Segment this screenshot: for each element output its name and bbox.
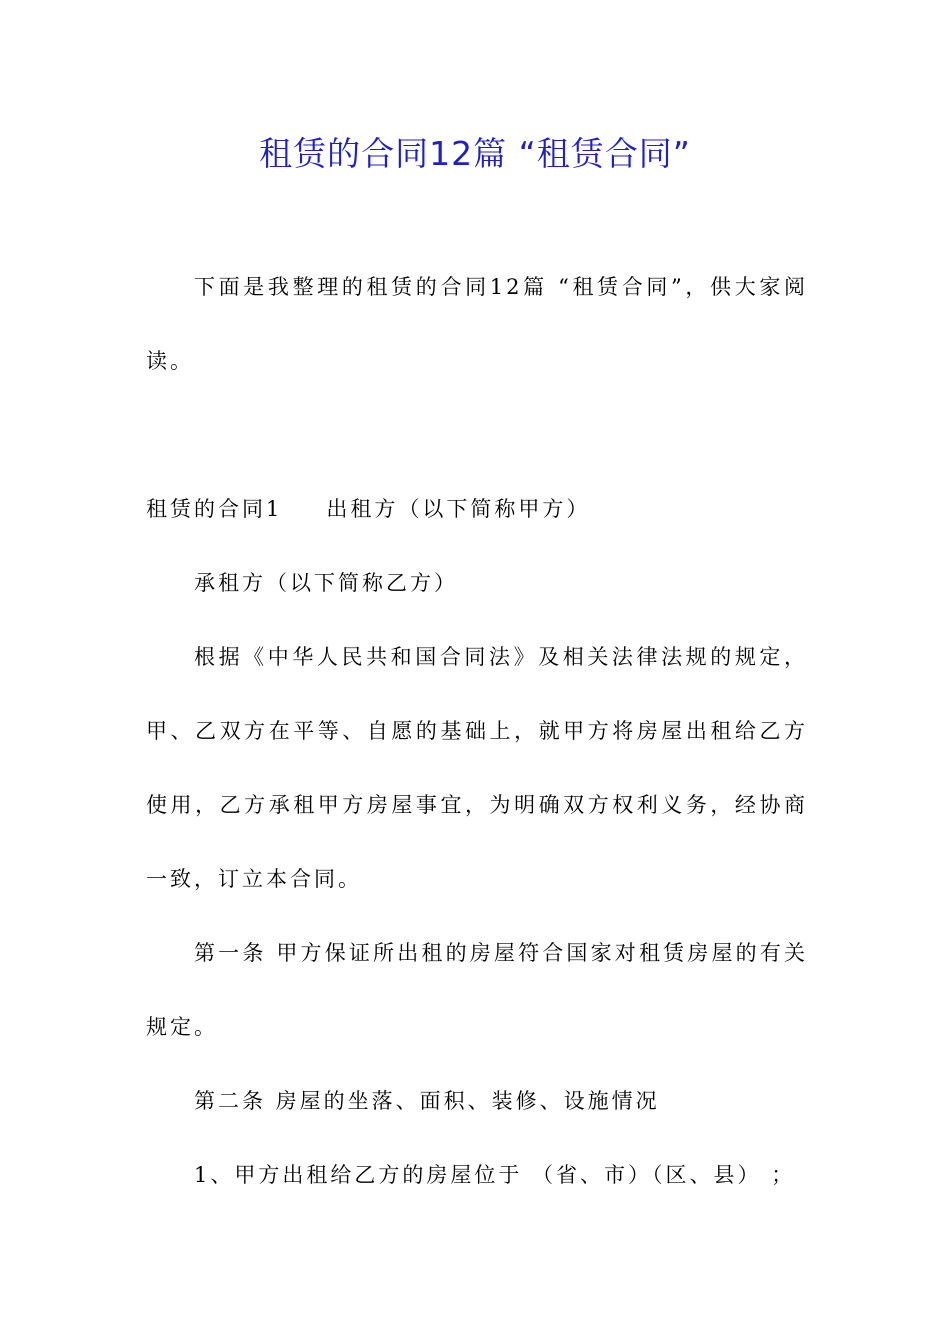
body-paragraph: 第二条 房屋的坐落、面积、装修、设施情况 <box>194 1089 660 1113</box>
paragraph-spacer <box>146 398 808 472</box>
section-label: 租赁的合同1 <box>146 497 283 521</box>
body-paragraph: 第一条 甲方保证所出租的房屋符合国家对租赁房屋的有关规定。 <box>146 941 808 1039</box>
document-body <box>146 250 808 1212</box>
party-b-line: 承租方（以下简称乙方） <box>194 571 458 595</box>
body-paragraph: 1、甲方出租给乙方的房屋位于 （省、市）（区、县） ； <box>194 1163 796 1187</box>
document-title: 租赁的合同12篇 “租赁合同” <box>259 134 691 173</box>
contract-heading-line <box>146 472 808 546</box>
body-paragraph: 根据《中华人民共和国合同法》及相关法律法规的规定，甲、乙双方在平等、自愿的基础上，就甲方将房屋出租给乙方使用，乙方承租甲方房屋事宜，为明确双方权利义务，经协商一致，订立本合同。 <box>146 645 808 891</box>
party-a-line: 出租方（以下简称甲方） <box>326 497 591 521</box>
intro-paragraph: 下面是我整理的租赁的合同12篇 “租赁合同”，供大家阅读。 <box>146 275 808 373</box>
